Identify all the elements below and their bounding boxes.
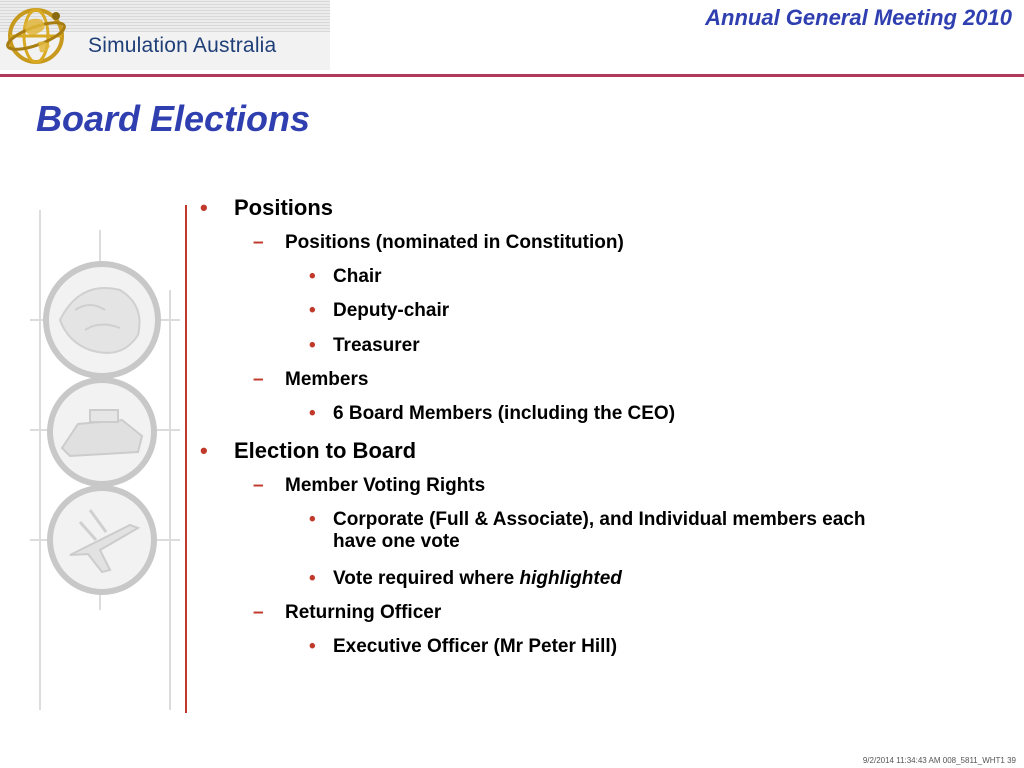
bullet-marker: • [309, 509, 316, 530]
bullet-text-line: have one vote [333, 531, 460, 552]
list-item [198, 438, 416, 464]
list-item [253, 232, 624, 254]
header-divider [0, 74, 1024, 77]
dash-marker: – [253, 369, 264, 390]
logo-text: Simulation Australia [88, 34, 277, 57]
list-item [309, 509, 865, 553]
bullet-marker: • [309, 266, 316, 287]
list-item [309, 403, 675, 425]
bullet-text: Chair [333, 266, 382, 287]
list-item [309, 568, 622, 590]
page-title: Board Elections [36, 98, 311, 139]
bullet-text [333, 568, 622, 590]
bullet-text: Positions (nominated in Constitution) [285, 232, 624, 253]
dash-marker: – [253, 602, 264, 623]
bullet-marker: • [309, 636, 316, 657]
bullet-marker: • [309, 568, 316, 589]
list-item [198, 195, 333, 221]
slide-footer: 9/2/2014 11:34:43 AM 008_5811_WHT1 39 [862, 756, 1016, 765]
list-item [309, 300, 449, 322]
bullet-text: Returning Officer [285, 602, 442, 623]
bullet-text-line: Corporate (Full & Associate), and Individual members each [333, 509, 866, 530]
satellite-earth-icon [46, 264, 158, 376]
list-item [309, 335, 420, 357]
bullet-text [333, 509, 865, 553]
globe-logo-icon [2, 2, 74, 72]
bullet-text: Executive Officer (Mr Peter Hill) [333, 636, 618, 657]
bullet-marker: • [309, 335, 316, 356]
dash-marker: – [253, 475, 264, 496]
list-item [309, 636, 617, 658]
list-item [253, 602, 441, 624]
meeting-title: Annual General Meeting 2010 [705, 5, 1012, 30]
emphasis-text: highlighted [519, 568, 622, 589]
bullet-marker: • [200, 195, 208, 220]
list-item [253, 475, 485, 497]
bullet-text: Election to Board [234, 438, 417, 463]
list-item [309, 266, 382, 288]
vehicle-icon [50, 380, 154, 484]
list-item [253, 369, 368, 391]
content-divider [185, 205, 187, 713]
bullet-text: 6 Board Members (including the CEO) [333, 403, 676, 424]
bullet-text: Member Voting Rights [285, 475, 486, 496]
bullet-text-main: Vote required where [333, 568, 520, 589]
side-illustration [30, 210, 180, 720]
bullet-text: Positions [234, 195, 334, 220]
bullet-text: Deputy-chair [333, 300, 450, 321]
bullet-text: Members [285, 369, 369, 390]
bullet-marker: • [309, 300, 316, 321]
bullet-marker: • [309, 403, 316, 424]
dash-marker: – [253, 232, 264, 253]
bullet-text: Treasurer [333, 335, 420, 356]
logo-area [0, 0, 330, 70]
bullet-marker: • [200, 438, 208, 463]
jet-aircraft-icon [50, 488, 154, 592]
